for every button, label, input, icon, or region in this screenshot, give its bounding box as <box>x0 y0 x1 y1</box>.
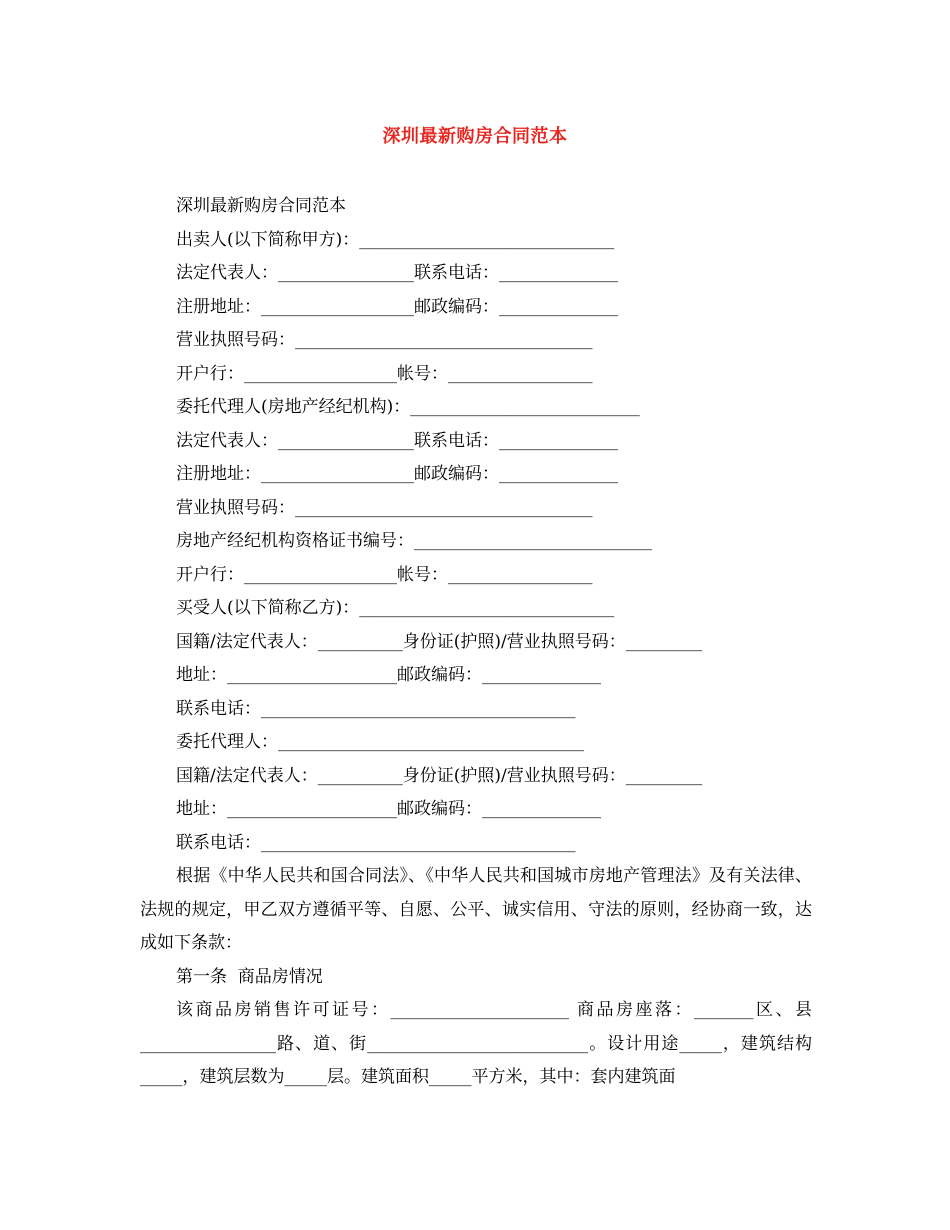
article-heading: 第一条 商品房情况 <box>176 966 323 987</box>
buyer-phone-field: 联系电话：_____________________________________ <box>176 698 576 719</box>
agent-license-field: 营业执照号码：___________________________________ <box>176 497 593 518</box>
agent-bank-field: 开户行：__________________帐号：_________________ <box>176 564 593 585</box>
seller-bank-field: 开户行：__________________帐号：_________________ <box>176 363 593 384</box>
seller-legal-rep-field: 法定代表人：________________联系电话：______________ <box>176 263 618 283</box>
text-line: 深圳最新购房合同范本 <box>176 196 346 216</box>
article-paragraph: 该商品房销售许可证号：_____________________ 商品房座落：_______区、县________________路、道、街__________________________。设计用途_____，建筑结构_____，建筑层数为_____层。建筑面积_____平方米，其中：套内建筑面 <box>140 1000 812 1087</box>
agent-legal-rep-field: 法定代表人：________________联系电话：______________ <box>176 430 618 451</box>
buyer-field: 买受人(以下简称乙方)：______________________________ <box>176 598 615 618</box>
preamble-paragraph: 根据《中华人民共和国合同法》、《中华人民共和国城市房地产管理法》及有关法律、法规的规定，甲乙双方遵循平等、自愿、公平、诚实信用、守法的原则，经协商一致，达成如下条款： <box>140 866 812 953</box>
buyer-agent-field: 委托代理人：____________________________________ <box>176 732 584 752</box>
agent-certificate-field: 房地产经纪机构资格证书编号：____________________________ <box>176 531 652 551</box>
agent-field: 委托代理人(房地产经纪机构)：___________________________ <box>176 397 640 417</box>
seller-field: 出卖人(以下简称甲方)：______________________________ <box>176 229 615 250</box>
seller-address-field: 注册地址：__________________邮政编码：______________ <box>176 296 618 317</box>
agent-address-field: 注册地址：__________________邮政编码：______________ <box>176 464 618 484</box>
buyer-agent-nationality-field: 国籍/法定代表人：__________身份证(护照)/营业执照号码：_________ <box>176 765 703 786</box>
buyer-agent-address-field: 地址：____________________邮政编码：______________ <box>176 799 601 819</box>
buyer-address-field: 地址：____________________邮政编码：______________ <box>176 665 601 685</box>
seller-license-field: 营业执照号码：___________________________________ <box>176 330 593 350</box>
buyer-agent-phone-field: 联系电话：_____________________________________ <box>176 832 576 853</box>
document-title: 深圳最新购房合同范本 <box>382 126 568 147</box>
buyer-nationality-field: 国籍/法定代表人：__________身份证(护照)/营业执照号码：_________ <box>176 631 703 652</box>
document-body <box>140 190 812 1095</box>
